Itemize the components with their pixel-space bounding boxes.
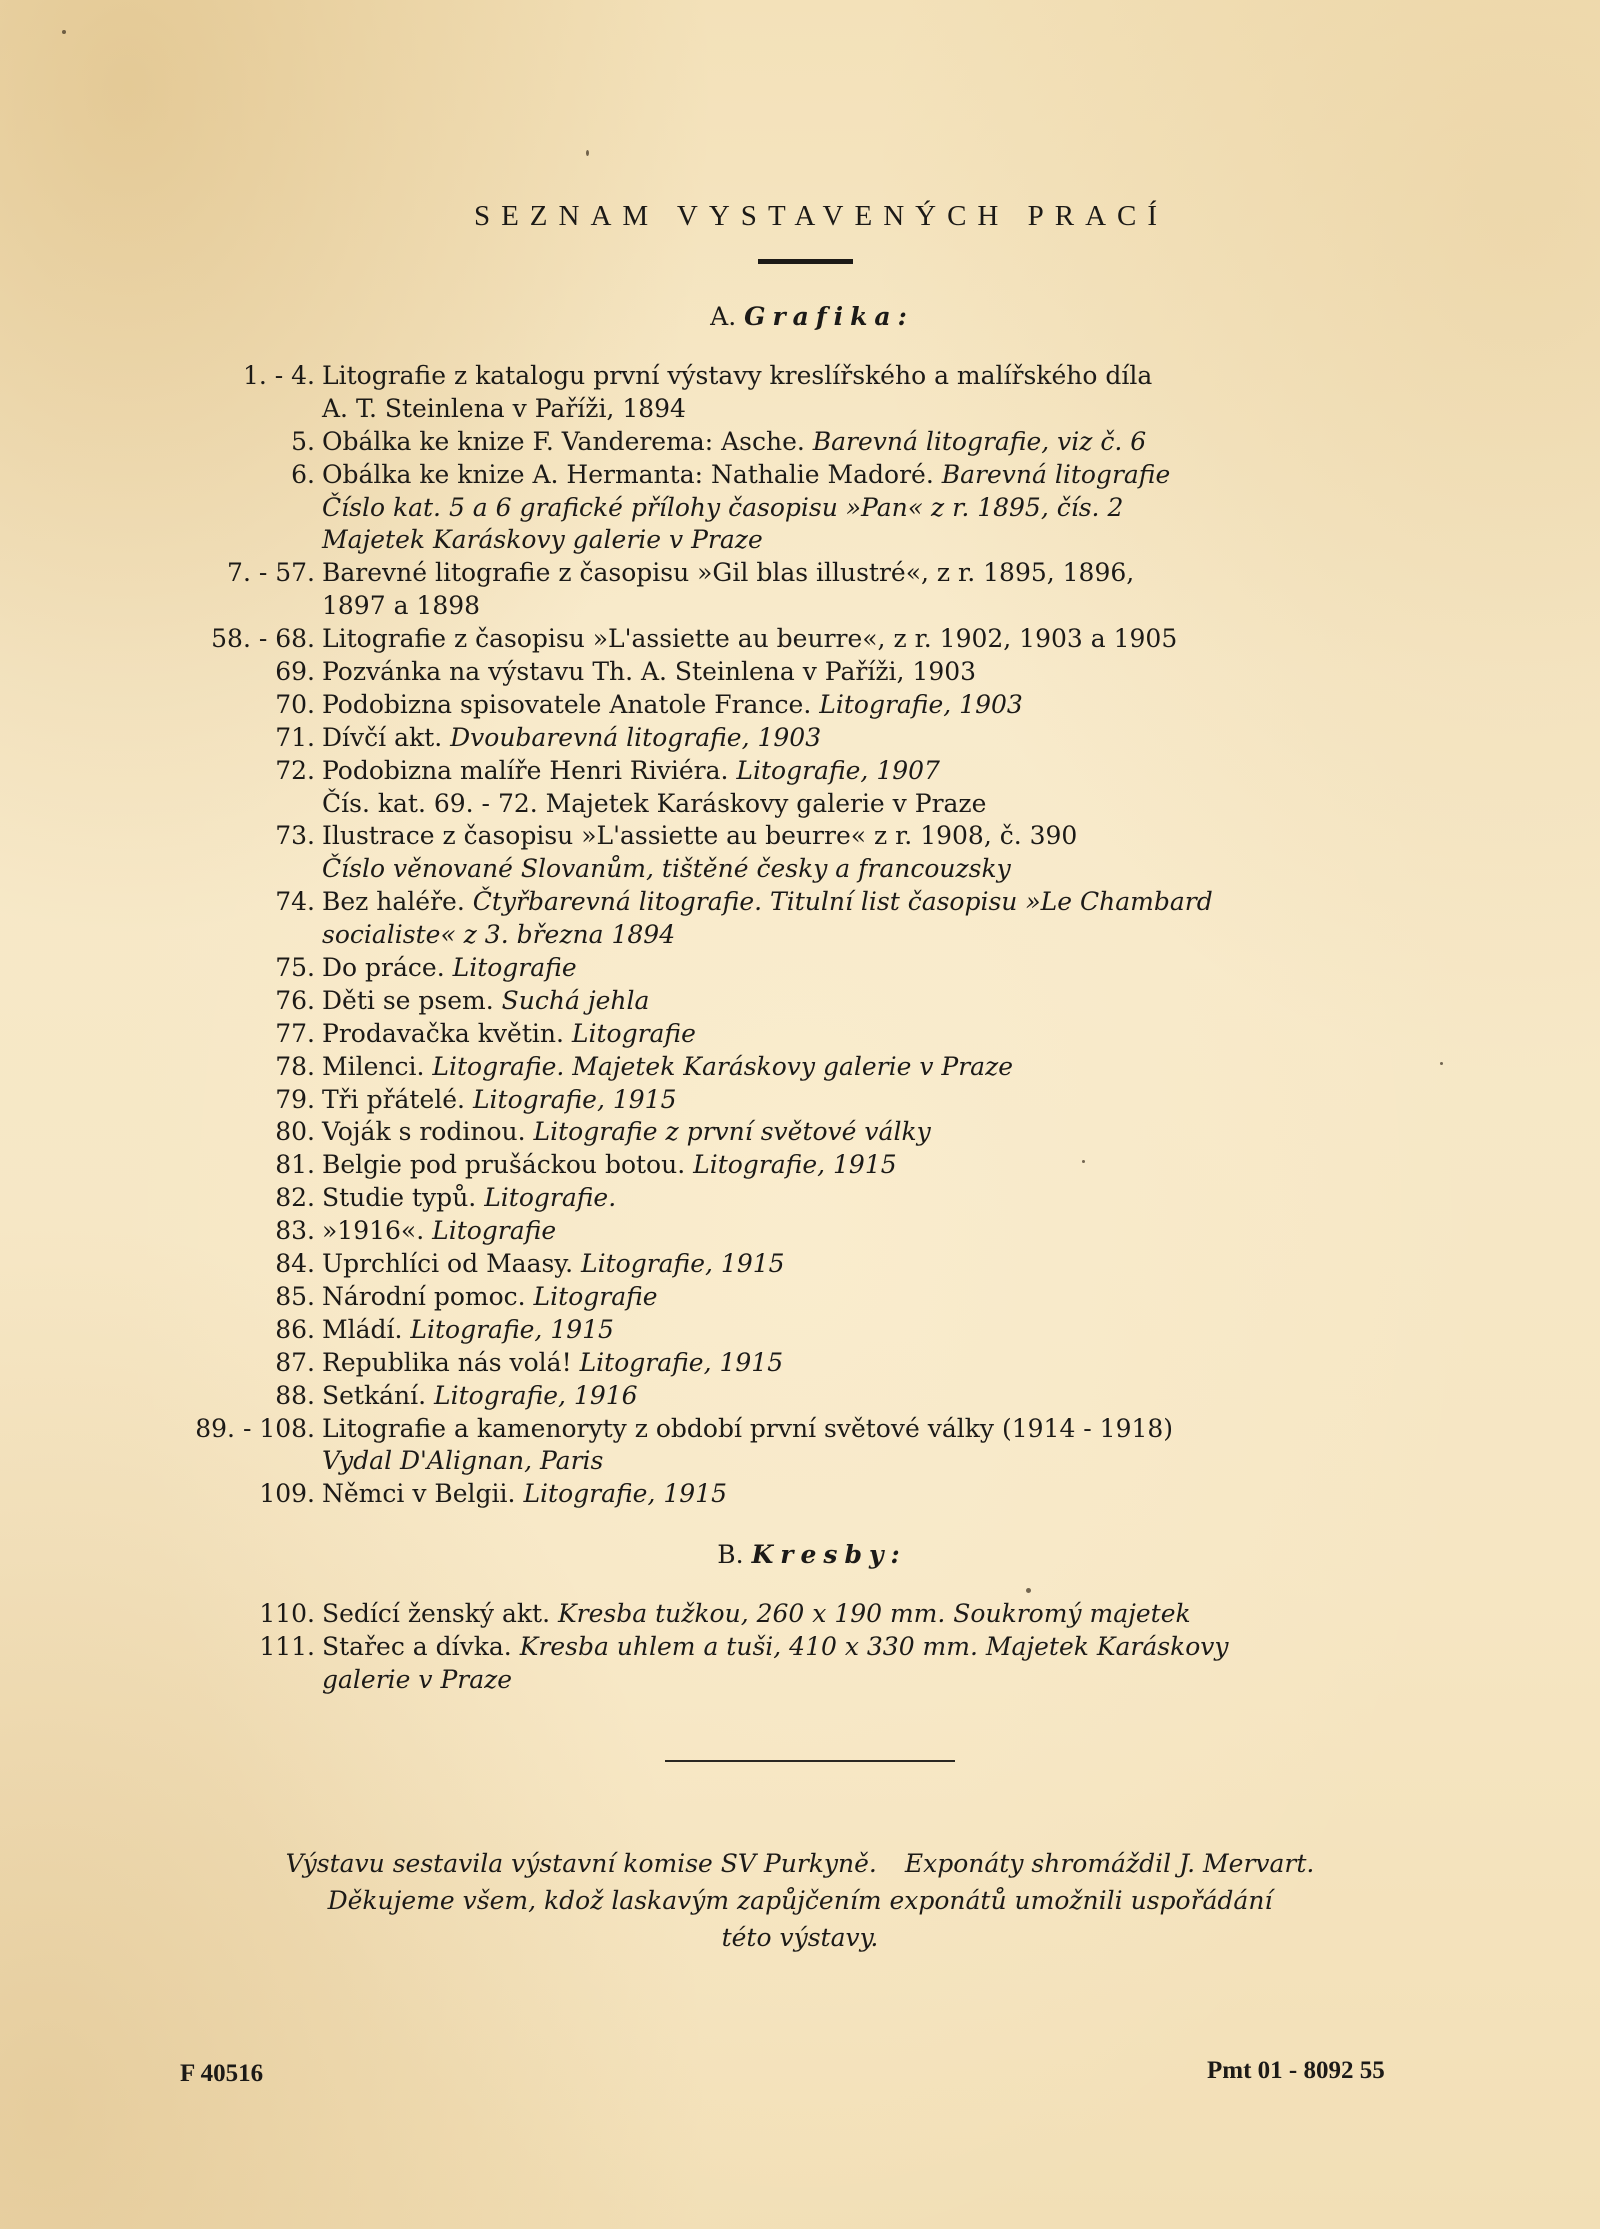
catalog-entry bbox=[0, 1598, 1600, 1631]
catalog-number: 75. bbox=[275, 953, 315, 983]
entry-technique: Dvoubarevná litografie, 1903 bbox=[450, 722, 822, 752]
catalog-entry bbox=[0, 1281, 1600, 1314]
entry-title: Podobizna malíře Henri Riviéra. bbox=[322, 755, 737, 785]
entry-technique: Číslo kat. 5 a 6 grafické přílohy časopisu »Pan« z r. 1895, čís. 2 bbox=[322, 492, 1124, 522]
catalog-number: 76. bbox=[275, 985, 315, 1015]
footer-print-code-right: Pmt 01 - 8092 55 bbox=[1207, 2057, 1385, 2084]
entry-title: Litografie z časopisu »L'assiette au beurre«, z r. 1902, 1903 a 1905 bbox=[322, 624, 1178, 654]
catalog-entry bbox=[0, 1149, 1600, 1182]
entry-text bbox=[322, 426, 1146, 458]
entry-title: Obálka ke knize A. Hermanta: Nathalie Madoré. bbox=[322, 459, 942, 489]
entry-title: Ilustrace z časopisu »L'assiette au beurre« z r. 1908, č. 390 bbox=[322, 821, 1078, 851]
entry-text bbox=[322, 1215, 556, 1247]
entry-title: Barevné litografie z časopisu »Gil blas illustré«, z r. 1895, 1896, bbox=[322, 558, 1135, 588]
entry-text bbox=[322, 557, 1134, 589]
entry-title: Tři přátelé. bbox=[322, 1084, 473, 1114]
entry-title: Belgie pod prušáckou botou. bbox=[322, 1150, 694, 1180]
catalog-number: 83. bbox=[275, 1216, 315, 1246]
entry-technique: Litografie, 1903 bbox=[819, 689, 1023, 719]
entry-title: Mládí. bbox=[322, 1314, 411, 1344]
catalog-number: 78. bbox=[275, 1051, 315, 1081]
entry-technique: Litografie. Majetek Karáskovy galerie v Praze bbox=[432, 1051, 1014, 1081]
credits-committee: Výstavu sestavila výstavní komise SV Purkyně. bbox=[285, 1849, 877, 1878]
entry-technique: Kresba uhlem a tuši, 410 x 330 mm. Majetek Karáskovy bbox=[519, 1631, 1229, 1661]
catalog-number: 70. bbox=[275, 689, 315, 719]
section-heading-grafika bbox=[0, 302, 1600, 331]
entry-technique: Litografie, 1915 bbox=[581, 1249, 785, 1279]
entry-text bbox=[322, 1314, 614, 1346]
catalog-number: 7. - 57. bbox=[227, 558, 315, 588]
entry-title: Národní pomoc. bbox=[322, 1281, 534, 1311]
entry-title: Dívčí akt. bbox=[322, 722, 451, 752]
catalog-entry bbox=[0, 985, 1600, 1018]
entry-text bbox=[322, 788, 986, 820]
catalog-number: 80. bbox=[275, 1117, 315, 1147]
entry-text bbox=[322, 1281, 658, 1313]
catalog-number: 77. bbox=[275, 1018, 315, 1048]
catalog-number: 84. bbox=[275, 1249, 315, 1279]
catalog-number: 82. bbox=[275, 1183, 315, 1213]
entry-title: Litografie a kamenoryty z období první světové války (1914 - 1918) bbox=[322, 1413, 1174, 1443]
catalog-entry bbox=[0, 459, 1600, 492]
catalog-entry bbox=[0, 1314, 1600, 1347]
catalog-entry-continuation bbox=[0, 1664, 1600, 1697]
section-label: Grafika: bbox=[744, 302, 914, 331]
catalog-entry bbox=[0, 722, 1600, 755]
entry-technique: Litografie, 1915 bbox=[579, 1347, 784, 1377]
catalog-entry bbox=[0, 1116, 1600, 1149]
entry-text bbox=[322, 623, 1177, 655]
catalog-entry bbox=[0, 820, 1600, 853]
entry-title: »1916«. bbox=[322, 1216, 433, 1246]
paper-speck bbox=[62, 30, 66, 34]
entry-text bbox=[322, 1413, 1173, 1445]
catalog-number: 85. bbox=[275, 1281, 315, 1311]
entry-text bbox=[322, 919, 675, 951]
entry-text bbox=[322, 722, 821, 754]
paper-speck bbox=[1026, 1588, 1031, 1593]
entry-title: Litografie z katalogu první výstavy kreslířského a malířského díla bbox=[322, 361, 1153, 390]
catalog-entry bbox=[0, 1018, 1600, 1051]
entry-technique: Litografie bbox=[432, 1216, 557, 1246]
entry-text bbox=[322, 590, 480, 622]
entry-title: Republika nás volá! bbox=[322, 1347, 580, 1377]
entry-technique: Vydal D'Alignan, Paris bbox=[322, 1446, 604, 1476]
entry-text bbox=[322, 820, 1077, 852]
entry-text bbox=[322, 524, 763, 556]
catalog-number: 72. bbox=[275, 755, 315, 785]
entry-technique: Barevná litografie bbox=[941, 459, 1171, 489]
catalog-number: 73. bbox=[275, 821, 315, 851]
entry-title: Čís. kat. 69. - 72. Majetek Karáskovy galerie v Praze bbox=[322, 788, 987, 818]
entry-text bbox=[322, 1598, 1191, 1630]
entry-title: Milenci. bbox=[322, 1051, 433, 1081]
entry-title: A. T. Steinlena v Paříži, 1894 bbox=[322, 393, 686, 423]
credits-line-2: Děkujeme všem, kdož laskavým zapůjčením exponátů umožnili uspořádání bbox=[327, 1886, 1273, 1915]
section-label: Kresby: bbox=[751, 1540, 907, 1569]
entry-title: Setkání. bbox=[322, 1380, 435, 1410]
section-divider bbox=[665, 1760, 955, 1762]
entry-technique: Barevná litografie, viz č. 6 bbox=[812, 426, 1147, 456]
entry-text bbox=[322, 985, 649, 1017]
entry-title: Sedící ženský akt. bbox=[322, 1599, 558, 1628]
entry-technique: Litografie, 1915 bbox=[523, 1479, 727, 1509]
entry-text bbox=[322, 360, 1152, 392]
entry-text bbox=[322, 1149, 897, 1181]
entry-text bbox=[322, 1631, 1229, 1663]
catalog-number: 1. - 4. bbox=[242, 361, 315, 390]
entry-technique: Litografie bbox=[452, 953, 577, 983]
entry-technique: Čtyřbarevná litografie. Titulní list časopisu »Le Chambard bbox=[472, 887, 1213, 917]
credits-line-3: této výstavy. bbox=[721, 1923, 879, 1952]
entry-title: 1897 a 1898 bbox=[322, 591, 481, 621]
catalog-entry bbox=[0, 1248, 1600, 1281]
catalog-number: 89. - 108. bbox=[195, 1413, 315, 1443]
section-letter: B. bbox=[717, 1540, 744, 1569]
entry-technique: Litografie bbox=[571, 1018, 696, 1048]
catalog-entry-continuation bbox=[0, 590, 1600, 623]
catalog-entry bbox=[0, 557, 1600, 590]
entry-technique: Litografie bbox=[533, 1281, 658, 1311]
catalog-entry bbox=[0, 1380, 1600, 1413]
entry-text bbox=[322, 689, 1023, 721]
entry-technique: Litografie, 1907 bbox=[736, 755, 940, 785]
catalog-number: 86. bbox=[275, 1314, 315, 1344]
section-letter: A. bbox=[710, 302, 737, 331]
catalog-number: 110. bbox=[259, 1599, 315, 1628]
catalog-number: 58. - 68. bbox=[211, 624, 315, 654]
entry-text bbox=[322, 1051, 1013, 1083]
catalog-number: 111. bbox=[259, 1631, 315, 1661]
entry-title: Pozvánka na výstavu Th. A. Steinlena v Paříži, 1903 bbox=[322, 657, 977, 687]
entry-technique: Suchá jehla bbox=[501, 985, 650, 1015]
footer-print-code-left: F 40516 bbox=[180, 2060, 264, 2087]
entry-technique: Litografie z první světové války bbox=[533, 1117, 931, 1147]
entry-text bbox=[322, 886, 1213, 918]
catalog-number: 69. bbox=[275, 657, 315, 687]
entry-text bbox=[322, 1664, 512, 1696]
entry-technique: Litografie, 1915 bbox=[410, 1314, 614, 1344]
catalog-number: 5. bbox=[291, 426, 315, 456]
catalog-number: 79. bbox=[275, 1084, 315, 1114]
catalog-entry-continuation bbox=[0, 853, 1600, 886]
catalog-entry bbox=[0, 426, 1600, 459]
entry-text bbox=[322, 656, 976, 688]
grafika-list bbox=[0, 360, 1600, 1511]
catalog-entry bbox=[0, 1631, 1600, 1664]
entry-title: Stařec a dívka. bbox=[322, 1631, 520, 1661]
entry-technique: Majetek Karáskovy galerie v Praze bbox=[322, 525, 763, 555]
paper-speck bbox=[586, 150, 589, 156]
catalog-number: 74. bbox=[275, 887, 315, 917]
catalog-number: 87. bbox=[275, 1347, 315, 1377]
entry-title: Uprchlíci od Maasy. bbox=[322, 1249, 581, 1279]
entry-title: Děti se psem. bbox=[322, 985, 502, 1015]
paper-speck bbox=[1082, 1160, 1085, 1163]
catalog-number: 81. bbox=[275, 1150, 315, 1180]
entry-text bbox=[322, 1380, 638, 1412]
catalog-entry bbox=[0, 1182, 1600, 1215]
catalog-number: 109. bbox=[259, 1479, 315, 1509]
entry-text bbox=[322, 755, 940, 787]
entry-text bbox=[322, 853, 1011, 885]
catalog-entry bbox=[0, 952, 1600, 985]
entry-text bbox=[322, 1445, 603, 1477]
catalog-entry bbox=[0, 360, 1600, 393]
credits-block bbox=[0, 1845, 1600, 1956]
catalog-entry bbox=[0, 1478, 1600, 1511]
entry-title: Obálka ke knize F. Vanderema: Asche. bbox=[322, 426, 813, 456]
entry-text bbox=[322, 1347, 783, 1379]
entry-title: Voják s rodinou. bbox=[322, 1117, 534, 1147]
kresby-list bbox=[0, 1598, 1600, 1697]
entry-text bbox=[322, 1084, 677, 1116]
entry-title: Němci v Belgii. bbox=[322, 1479, 524, 1509]
catalog-entry-continuation bbox=[0, 1445, 1600, 1478]
catalog-entry-continuation bbox=[0, 919, 1600, 952]
catalog-entry-continuation bbox=[0, 788, 1600, 821]
catalog-entry bbox=[0, 656, 1600, 689]
entry-technique: Litografie, 1916 bbox=[434, 1380, 638, 1410]
credits-line-1 bbox=[0, 1845, 1600, 1882]
catalog-entry-continuation bbox=[0, 524, 1600, 557]
catalog-number: 88. bbox=[275, 1380, 315, 1410]
credits-collector: Exponáty shromáždil J. Mervart. bbox=[904, 1849, 1315, 1878]
entry-text bbox=[322, 1478, 727, 1510]
page-title: SEZNAM VYSTAVENÝCH PRACÍ bbox=[473, 200, 1169, 232]
catalog-entry bbox=[0, 1215, 1600, 1248]
entry-text bbox=[322, 492, 1123, 524]
entry-text bbox=[322, 393, 686, 425]
paper-speck bbox=[1440, 1062, 1443, 1065]
catalog-entry bbox=[0, 689, 1600, 722]
entry-text bbox=[322, 1182, 616, 1214]
entry-title: Prodavačka květin. bbox=[322, 1018, 572, 1048]
entry-technique: socialiste« z 3. března 1894 bbox=[322, 920, 676, 950]
catalog-entry-continuation bbox=[0, 492, 1600, 525]
catalog-entry bbox=[0, 623, 1600, 656]
entry-text bbox=[322, 1248, 785, 1280]
catalog-number: 71. bbox=[275, 722, 315, 752]
entry-title: Studie typů. bbox=[322, 1183, 485, 1213]
entry-technique: Kresba tužkou, 260 x 190 mm. Soukromý majetek bbox=[557, 1599, 1191, 1628]
section-heading-kresby bbox=[0, 1540, 1600, 1569]
entry-text bbox=[322, 459, 1170, 491]
catalog-entry bbox=[0, 755, 1600, 788]
catalog-number: 6. bbox=[291, 459, 315, 489]
catalog-entry bbox=[0, 1413, 1600, 1446]
entry-technique: Litografie, 1915 bbox=[693, 1150, 897, 1180]
entry-technique: Litografie, 1915 bbox=[472, 1084, 677, 1114]
title-underline-rule bbox=[758, 259, 853, 264]
catalog-entry bbox=[0, 886, 1600, 919]
entry-technique: Litografie. bbox=[484, 1183, 617, 1213]
entry-title: Podobizna spisovatele Anatole France. bbox=[322, 689, 820, 719]
catalog-entry-continuation bbox=[0, 393, 1600, 426]
catalog-entry bbox=[0, 1051, 1600, 1084]
entry-technique: galerie v Praze bbox=[322, 1664, 513, 1694]
entry-title: Bez haléře. bbox=[322, 887, 473, 917]
entry-title: Do práce. bbox=[322, 953, 453, 983]
catalog-entry bbox=[0, 1347, 1600, 1380]
entry-text bbox=[322, 1018, 696, 1050]
entry-text bbox=[322, 1116, 931, 1148]
catalog-entry bbox=[0, 1084, 1600, 1117]
entry-technique: Číslo věnované Slovanům, tištěné česky a francouzsky bbox=[322, 854, 1011, 884]
entry-text bbox=[322, 952, 577, 984]
